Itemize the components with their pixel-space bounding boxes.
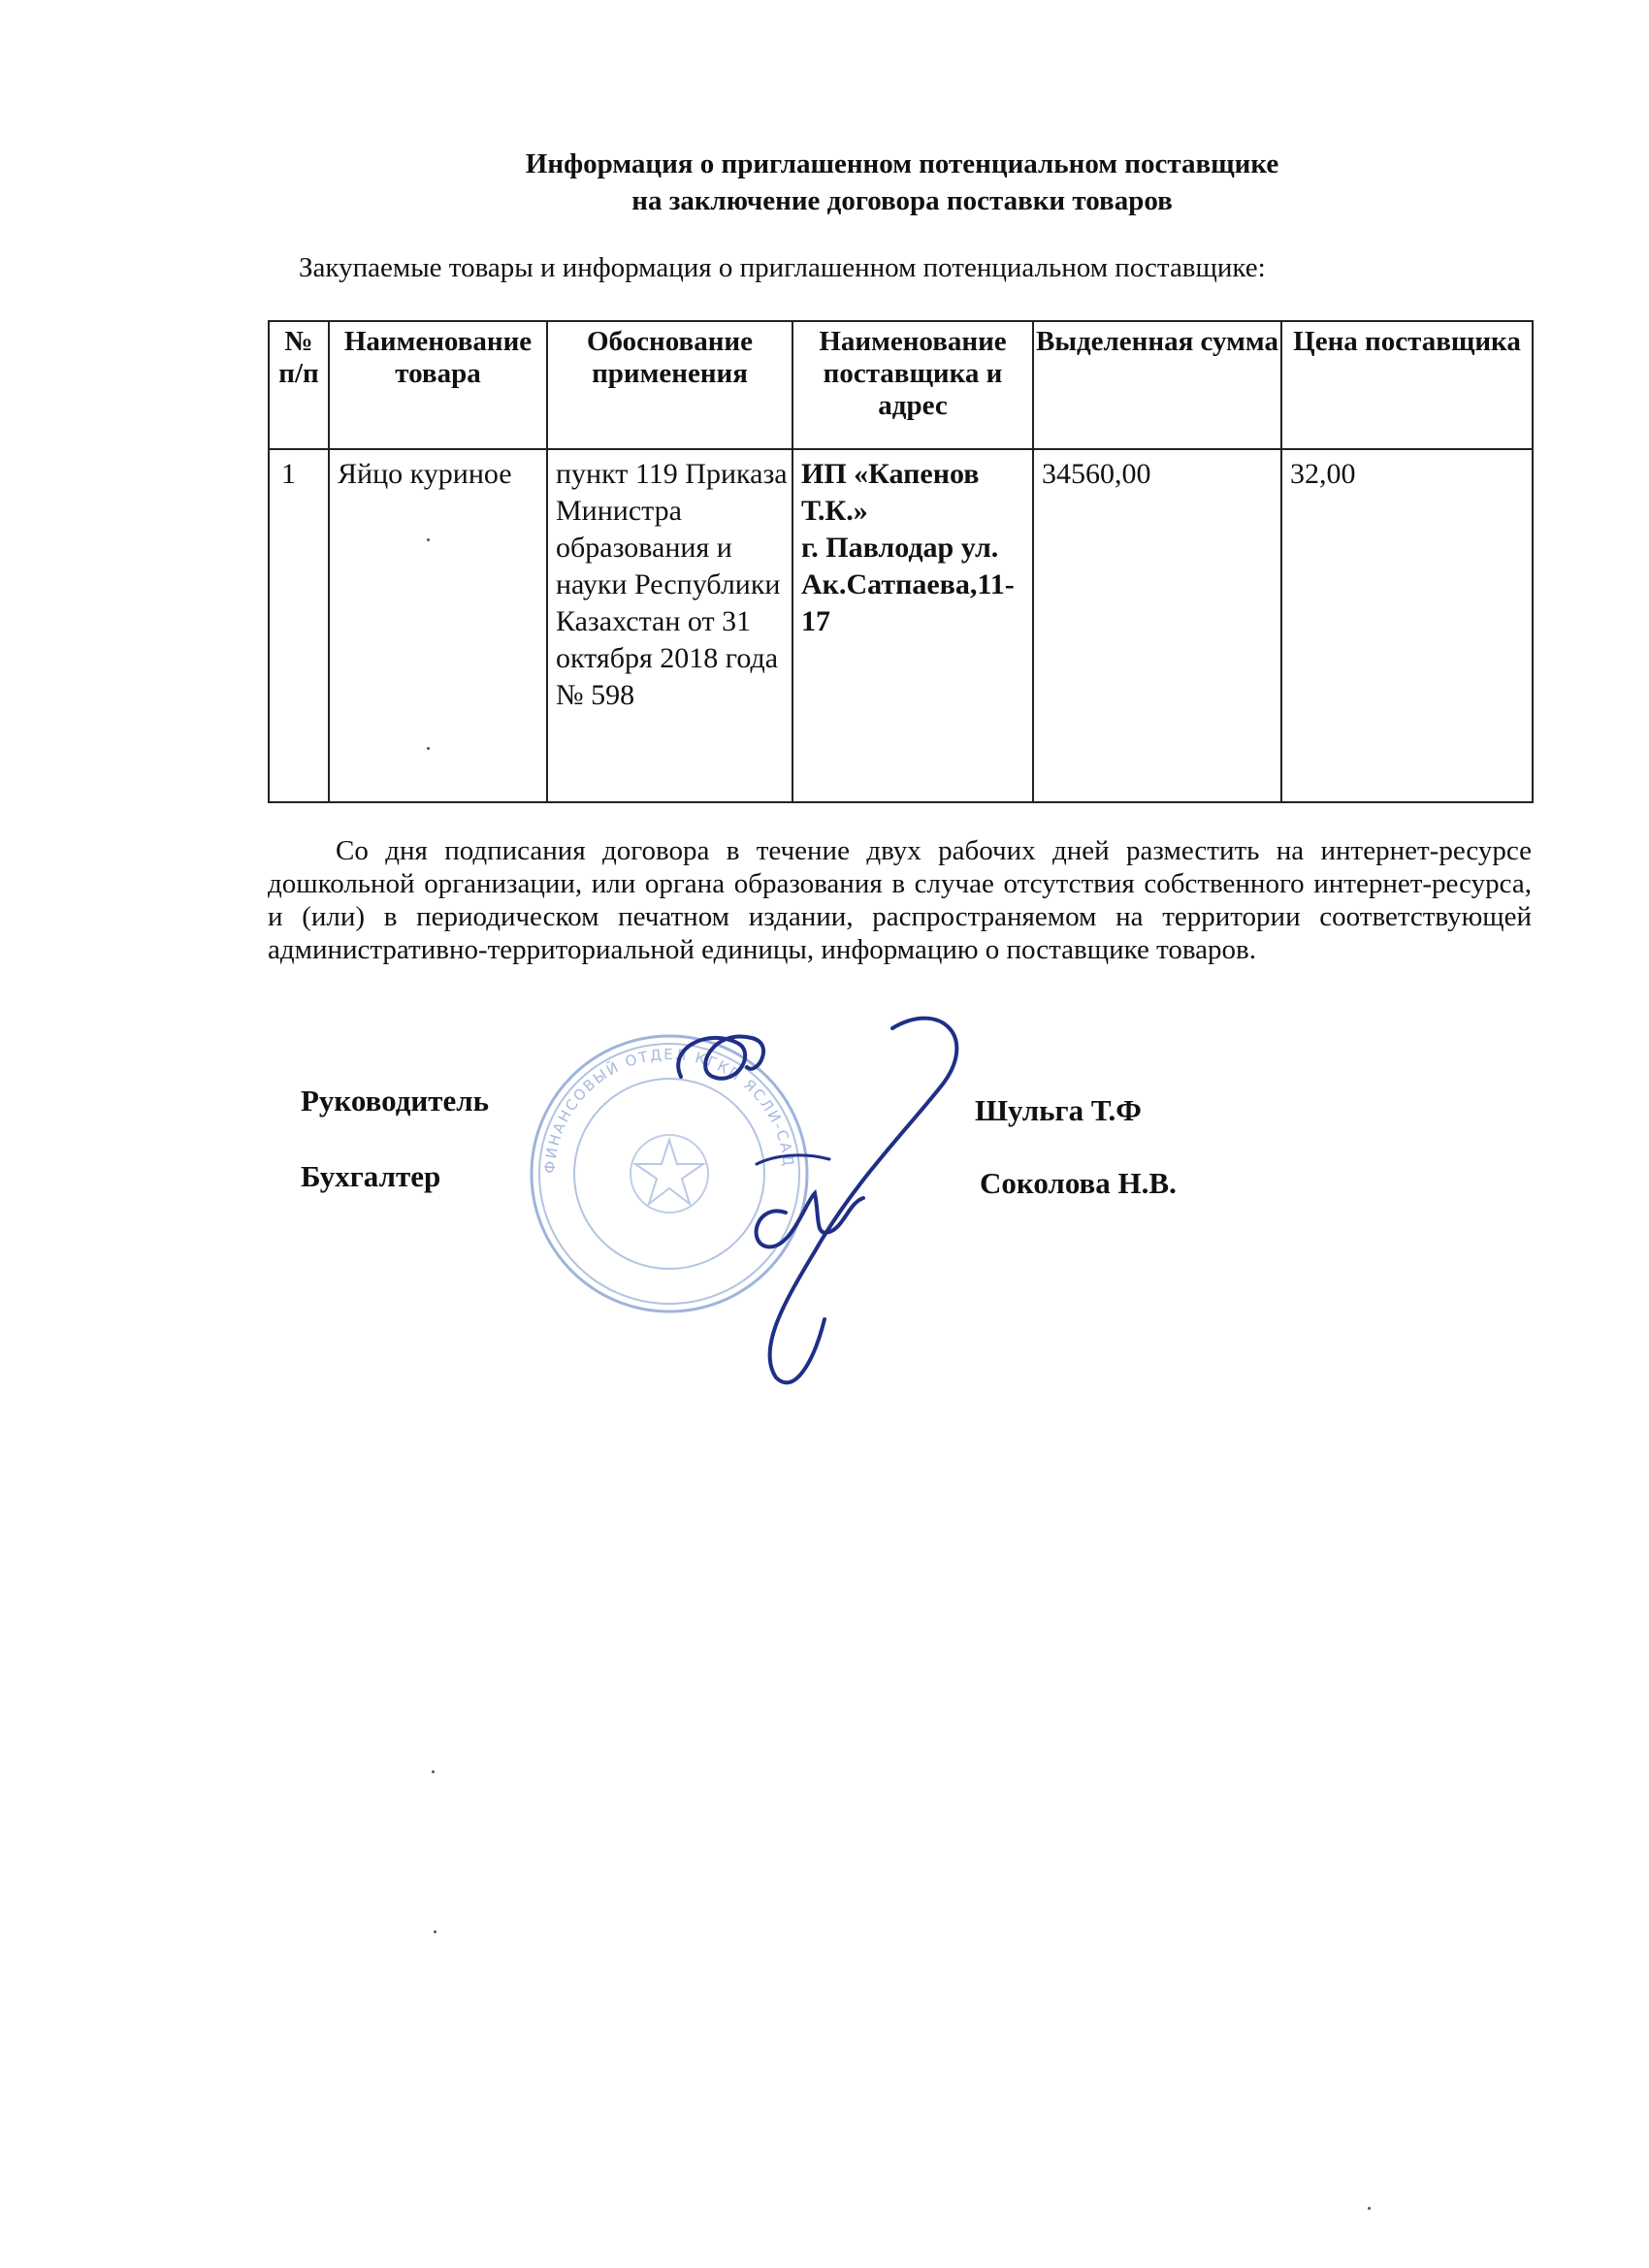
cell-basis: пункт 119 Приказа Министра образования и науки Республики Казахстан от 31 октября 2018 года № 598	[547, 449, 792, 802]
supplier-name: ИП «Капенов Т.К.»	[801, 458, 980, 527]
publication-note: Со дня подписания договора в течение двух рабочих дней разместить на интернет-ресурсе дошкольной организации, или органа образования в случае отсутствия собственного интернет-ресурса, и (или) в периодическом печатном издании, распространяемом на территории соответствующей административно-территориальной единицы, информацию о поставщике товаров.	[268, 835, 1532, 965]
cell-number: 1	[269, 449, 329, 802]
cell-supplier-price: 32,00	[1281, 449, 1533, 802]
signature-scribbles	[669, 1009, 1018, 1397]
accountant-label: Бухгалтер	[301, 1159, 441, 1193]
goods-table	[268, 320, 1534, 803]
title-line-2: на заключение договора поставки товаров	[631, 185, 1173, 216]
header-number: № п/п	[269, 321, 329, 449]
head-name: Шульга Т.Ф	[975, 1093, 1142, 1127]
speck	[432, 1770, 435, 1773]
seal-text: ФИНАНСОВЫЙ ОТДЕЛ КГКП ЯСЛИ-САД	[540, 1045, 797, 1175]
header-supplier-price: Цена поставщика	[1281, 321, 1533, 449]
speck	[427, 538, 430, 541]
header-allocated-sum: Выделенная сумма	[1033, 321, 1281, 449]
intro-text: Закупаемые товары и информация о приглашенном потенциальном поставщике:	[299, 252, 1266, 283]
speck	[434, 1930, 436, 1933]
header-basis: Обоснование применения	[547, 321, 792, 449]
header-supplier: Наименование поставщика и адрес	[792, 321, 1033, 449]
header-product: Наименование товара	[329, 321, 547, 449]
head-label: Руководитель	[301, 1084, 490, 1118]
cell-allocated-sum: 34560,00	[1033, 449, 1281, 802]
supplier-address: г. Павлодар ул. Ак.Сатпаева,11-17	[801, 532, 1015, 637]
table-row	[269, 449, 1533, 802]
cell-product: Яйцо куриное	[329, 449, 547, 802]
speck	[1368, 2207, 1371, 2210]
cell-supplier	[792, 449, 1033, 802]
speck	[427, 747, 430, 750]
table-header-row	[269, 321, 1533, 449]
document-title	[320, 146, 1484, 219]
accountant-name: Соколова Н.В.	[980, 1166, 1177, 1200]
title-line-1: Информация о приглашенном потенциальном поставщике	[525, 148, 1279, 179]
